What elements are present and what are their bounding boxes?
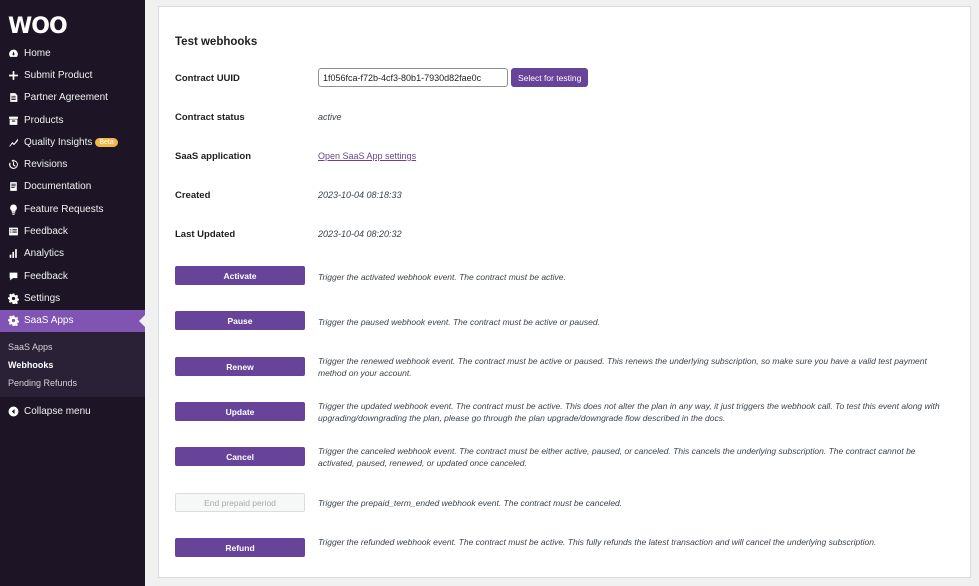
archive-icon xyxy=(8,115,19,126)
comment-icon xyxy=(8,271,19,282)
dashboard-icon xyxy=(8,48,19,59)
sidebar-item-feedback[interactable] xyxy=(0,265,145,287)
beta-badge: Beta xyxy=(95,138,117,147)
submenu-item-webhooks[interactable]: Webhooks xyxy=(8,359,54,370)
sidebar-item-saas-apps[interactable] xyxy=(0,310,145,332)
collapse-arrow-icon xyxy=(8,406,19,417)
contract-status-label: Contract status xyxy=(175,112,245,123)
gear-icon xyxy=(8,293,19,304)
renew-description: Trigger the renewed webhook event. The contract must be active or paused. This renews the underlying subscription, so make sure you have a valid test payment method on your account. xyxy=(318,356,927,378)
update-description: Trigger the updated webhook event. The contract must be active. This does not alter the plan in any way, it just triggers the webhook call. To test this event along with upgrading/downgrading the plan, please go through the plan upgrade/downgrade flow described in the docs. xyxy=(318,401,940,423)
renew-button[interactable]: Renew xyxy=(175,357,305,376)
sidebar-item-label: Partner Agreement xyxy=(24,92,108,104)
cancel-description: Trigger the canceled webhook event. The contract must be either active, paused, or canceled. This cancels the underlying subscription. The contract cannot be activated, paused, renewed, or updated once canceled. xyxy=(318,446,916,468)
sidebar-item-label: Home xyxy=(24,47,51,59)
end-prepaid-period-description: Trigger the prepaid_term_ended webhook event. The contract must be canceled. xyxy=(318,498,623,508)
history-icon xyxy=(8,159,19,170)
select-for-testing-button[interactable]: Select for testing xyxy=(511,68,588,87)
pause-description: Trigger the paused webhook event. The contract must be active or paused. xyxy=(318,317,600,327)
page-title: Test webhooks xyxy=(175,36,258,48)
last-updated-label: Last Updated xyxy=(175,229,236,240)
submenu-item-pending-refunds[interactable]: Pending Refunds xyxy=(8,377,78,388)
sidebar-item-submit-product[interactable] xyxy=(0,64,145,86)
last-updated-value: 2023-10-04 08:20:32 xyxy=(318,229,402,239)
woo-logo[interactable]: WOO xyxy=(8,14,67,39)
book-icon xyxy=(8,181,19,192)
saas-apps-submenu xyxy=(0,332,145,397)
contract-uuid-label: Contract UUID xyxy=(175,73,240,84)
gear-icon xyxy=(8,315,19,326)
sidebar-item-partner-agreement[interactable] xyxy=(0,87,145,109)
sidebar-nav xyxy=(0,42,145,423)
sidebar-item-label: Quality Insights xyxy=(24,136,93,148)
sidebar-item-label: Feedback xyxy=(24,270,68,282)
sidebar-item-label: Products xyxy=(24,114,64,126)
sidebar-item-label: Feedback xyxy=(24,226,68,238)
sidebar-item-feedback-list[interactable] xyxy=(0,220,145,242)
created-value: 2023-10-04 08:18:33 xyxy=(318,190,402,200)
sidebar-item-label: Feature Requests xyxy=(24,203,104,215)
sidebar-item-revisions[interactable] xyxy=(0,153,145,175)
sidebar-item-analytics[interactable] xyxy=(0,243,145,265)
sidebar-item-label: Revisions xyxy=(24,159,68,171)
open-saas-app-settings-link[interactable]: Open SaaS App settings xyxy=(318,151,417,161)
sidebar-item-quality-insights[interactable] xyxy=(0,131,145,153)
cancel-button[interactable]: Cancel xyxy=(175,447,305,466)
sidebar-item-label: Analytics xyxy=(24,248,65,260)
insights-icon xyxy=(8,137,19,148)
sidebar-item-label: Documentation xyxy=(24,181,92,193)
collapse-menu-label: Collapse menu xyxy=(24,406,91,418)
sidebar-item-settings[interactable] xyxy=(0,287,145,309)
lightbulb-icon xyxy=(8,204,19,215)
sidebar-item-documentation[interactable] xyxy=(0,176,145,198)
sidebar-item-label: SaaS Apps xyxy=(24,315,74,327)
saas-application-label: SaaS application xyxy=(175,151,252,162)
contract-status-value: active xyxy=(318,112,342,122)
plus-icon xyxy=(8,70,19,81)
created-label: Created xyxy=(175,190,211,201)
submenu-item-saas-apps[interactable]: SaaS Apps xyxy=(8,341,53,352)
contract-uuid-input[interactable] xyxy=(318,68,508,87)
activate-description: Trigger the activated webhook event. The contract must be active. xyxy=(318,272,566,282)
webhook-test-panel xyxy=(158,6,971,578)
document-icon xyxy=(8,92,19,103)
sidebar-item-feature-requests[interactable] xyxy=(0,198,145,220)
bar-chart-icon xyxy=(8,248,19,259)
refund-button[interactable]: Refund xyxy=(175,538,305,557)
pause-button[interactable]: Pause xyxy=(175,311,305,330)
activate-button[interactable]: Activate xyxy=(175,266,305,285)
update-button[interactable]: Update xyxy=(175,402,305,421)
sidebar-item-products[interactable] xyxy=(0,109,145,131)
collapse-menu-button[interactable] xyxy=(0,401,145,423)
sidebar-item-label: Submit Product xyxy=(24,69,93,81)
sidebar-item-label: Settings xyxy=(24,292,61,304)
sidebar-item-home[interactable] xyxy=(0,42,145,64)
list-icon xyxy=(8,226,19,237)
end-prepaid-period-button[interactable]: End prepaid period xyxy=(175,493,305,512)
refund-description: Trigger the refunded webhook event. The contract must be active. This fully refunds the latest transaction and will cancel the underlying subscription. xyxy=(318,537,877,547)
admin-sidebar xyxy=(0,0,145,586)
